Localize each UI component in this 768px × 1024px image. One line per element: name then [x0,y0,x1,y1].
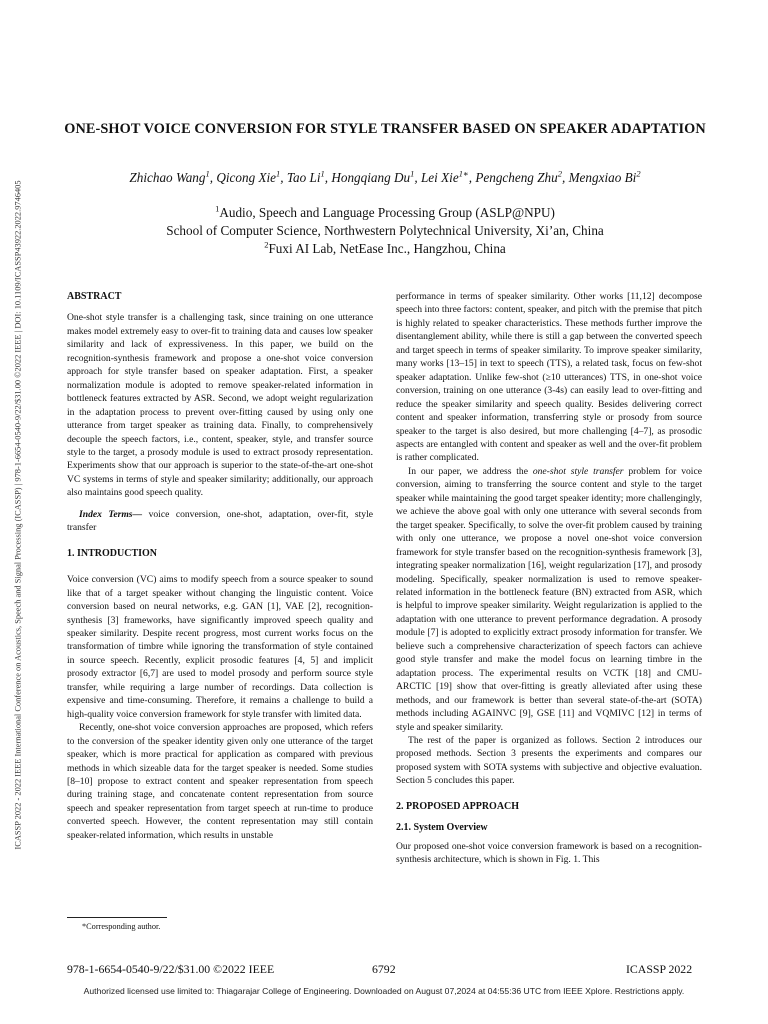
system-overview-heading: 2.1. System Overview [396,822,488,834]
footer-isbn: 978-1-6654-0540-9/22/$31.00 ©2022 IEEE [67,962,275,976]
footer-venue: ICASSP 2022 [626,962,693,976]
affiliation-line: $^2$Fuxi AI Lab, NetEase Inc., Hangzhou, China [264,239,506,256]
index-terms-text: voice conversion, one-shot, adaptation, over-fit, style transfer [67,508,373,534]
system-overview-paragraph: Our proposed one-shot voice conversion framework is based on a recognition-synthesis architecture, which is shown in Fig. 1. This [396,840,702,866]
intro-paragraph: In our paper, we address the one-shot style transfer problem for voice conversion, aiming to transferring the source content and style to the target speaker while maintaining the good target speaker identity; more challengingly, we achieve the above goal with only one utterance with several seconds from the target speaker. Specifically, to solve the over-fit problem caused by training with only one utterance, we propose a novel one-shot voice conversion framework for style transfer based on the recognition-synthesis framework [3], integrating speaker normalization [16], weight regularization [17], and prosody modeling. Specifically, speaker normalization is used to remove speaker-related information in the bottleneck feature (BN) extracted from ASR, which is helpful to improve speaker similarity. Weight regularization is applied to the adaptation with one utterance to prevent performance degradation. A prosody module [7] is adopted to explicitly extract prosody information for transfer. We believe such a comprehensive characterization of speech factors can achieve good style transfer and make the model focus on learning timbre in the adaptation process. The experimental results on VCTK [18] and CMU-ARCTIC [19] show that over-fitting is greatly alleviated after using these methods, and our framework is better than several state-of-the-art (SOTA) methods including AGAINVC [9], GSE [11] and VQMIVC [12] in terms of style and speaker similarity. [396,465,702,733]
author-affil-mark: 1 [410,168,415,179]
right-column [396,290,702,867]
affiliations [40,204,730,258]
author-name: Qicong Xie [216,170,277,185]
footnote: *Corresponding author. [82,922,161,931]
author-affil-mark: 1 [205,168,210,179]
author-affil-mark: 2 [557,168,562,179]
author-name: Pengcheng Zhu [475,170,558,185]
author-list: Zhichao Wang$^1$, Qicong Xie$^1$, Tao Li$^1$, Hongqiang Du$^1$, Lei Xie$^{1∗}$, Pengcheng Zhu$^2$, Mengxiao Bi$^2$ [129,168,641,185]
footnote-rule [67,917,167,918]
intro-paragraph: Voice conversion (VC) aims to modify speech from a source speaker to sound like that of a target speaker without changing the linguistic content. Voice conversion based on neural networks, e.g. GAN [1], VAE [2], recognition-synthesis [3] frameworks, have significantly improved speech quality and speaker similarity. Despite recent progress, most current works focus on the transformation of timbre while ignoring the transformation of style contained in source speech. Recently, explicit prosodic features [4, 5] and implicit prosody extractor [6,7] are used to model prosody and perform source style transfer, while requiring a large number of recordings. Data collection is expensive and time-consuming. Therefore, it remains a challenge to build a high-quality voice conversion framework for style transfer with limited data. [67,574,373,720]
author-name: Tao Li [286,170,321,185]
left-column [67,290,373,842]
page-number: 6792 [372,962,396,976]
author-name: Zhichao Wang [129,170,206,185]
abstract-heading: ABSTRACT [67,291,122,302]
intro-paragraph: The rest of the paper is organized as follows. Section 2 introduces our proposed methods. Section 3 presents the experiments and compares our proposed system with SOTA systems with subjective and objective evaluation. Section 5 concludes this paper. [396,734,702,787]
emphasis-term: one-shot style transfer [532,465,624,477]
author-affil-mark: 1 [320,168,325,179]
author-affil-mark: 1 [276,168,281,179]
author-affil-mark: 1∗ [458,168,469,179]
doi-sidebar [9,100,27,930]
affiliation-line: School of Computer Science, Northwestern Polytechnical University, Xi’an, China [166,223,604,238]
paper-title: ONE-SHOT VOICE CONVERSION FOR STYLE TRANSFER BASED ON SPEAKER ADAPTATION [64,121,706,137]
doi-sidebar-text: ICASSP 2022 - 2022 IEEE International Conference on Acoustics, Speech and Signal Processing (ICASSP) | 978-1-6654-0540-9/22/$31.00 ©2022 IEEE | DOI: 10.1109/ICASSP43922.2022.9746405 [13,180,23,850]
abstract-text: One-shot style transfer is a challenging task, since training on one utterance makes model extremely easy to over-fit to training data and causes low speaker similarity and lack of expressiveness. In this paper, we build on the recognition-synthesis framework and propose a one-shot voice conversion approach for style transfer based on speaker adaptation. First, a speaker normalization module is adopted to remove speaker-related information in bottleneck features extracted by ASR. Second, we adopt weight regularization in the adaptation process to prevent over-fitting caused by using only one utterance from target speaker as training data. Finally, to comprehensively decouple the speech factors, i.e., content, speaker, style, and transfer source style to the target, a prosody module is used to extract prosody representation. Experiments show that our approach is superior to the state-of-the-art one-shot VC systems in terms of style and speaker similarity; additionally, our approach also maintains good speech quality. [67,312,373,499]
author-name: Mengxiao Bi [568,170,637,185]
author-name: Lei Xie [420,170,459,185]
intro-heading: 1. INTRODUCTION [67,547,158,559]
download-notice: Authorized licensed use limited to: Thiagarajar College of Engineering. Downloaded on August 07,2024 at 04:55:36 UTC from IEEE Xplore. Restrictions apply. [83,986,685,996]
affiliation-line: $^1$Audio, Speech and Language Processing Group (ASLP@NPU) [215,203,555,220]
index-terms-label: Index Terms— [79,508,143,520]
index-terms [67,508,373,535]
intro-paragraph-continued: performance in terms of speaker similarity. Other works [11,12] decompose speech into three factors: content, speaker, and pitch with the premise that pitch is highly related to speaker characteristics. These methods further improve the disentanglement ability, while there is still a gap between the converted speech and target speech in terms of speaker similarity. To improve speaker similarity, many works [13–15] in text to speech (TTS), a related task, focus on few-shot speaker adaptation. Unlike few-shot (≥10 utterances) TTS, in one-shot voice conversion, training on one utterance (3-4s) can easily lead to over-fitting and reduce the speaker similarity and speech quality. Besides delivering correct content and speaker information, transferring style or prosody from source speaker to the target is also desired, but more challenging [4–7], as prosodic aspects are entangled with content and speaker as well and the over-fit problem is rather complicated. [396,291,702,464]
intro-paragraph: Recently, one-shot voice conversion approaches are proposed, which refers to the conversion of the speaker identity given only one utterance of the target speaker, which is more practical for application as compared with previous methods in which sizeable data for the target speaker is needed. Some studies [8–10] propose to extract content and speaker representation from speech during training stage, and concatenate content representation from source speech and speaker representation from target speech at run-time to produce converted speech. However, the content representation may still contain speaker-related information, which results in unstable [67,722,373,841]
author-affil-mark: 2 [636,168,641,179]
proposed-approach-heading: 2. PROPOSED APPROACH [396,800,520,812]
author-name: Hongqiang Du [331,170,411,185]
